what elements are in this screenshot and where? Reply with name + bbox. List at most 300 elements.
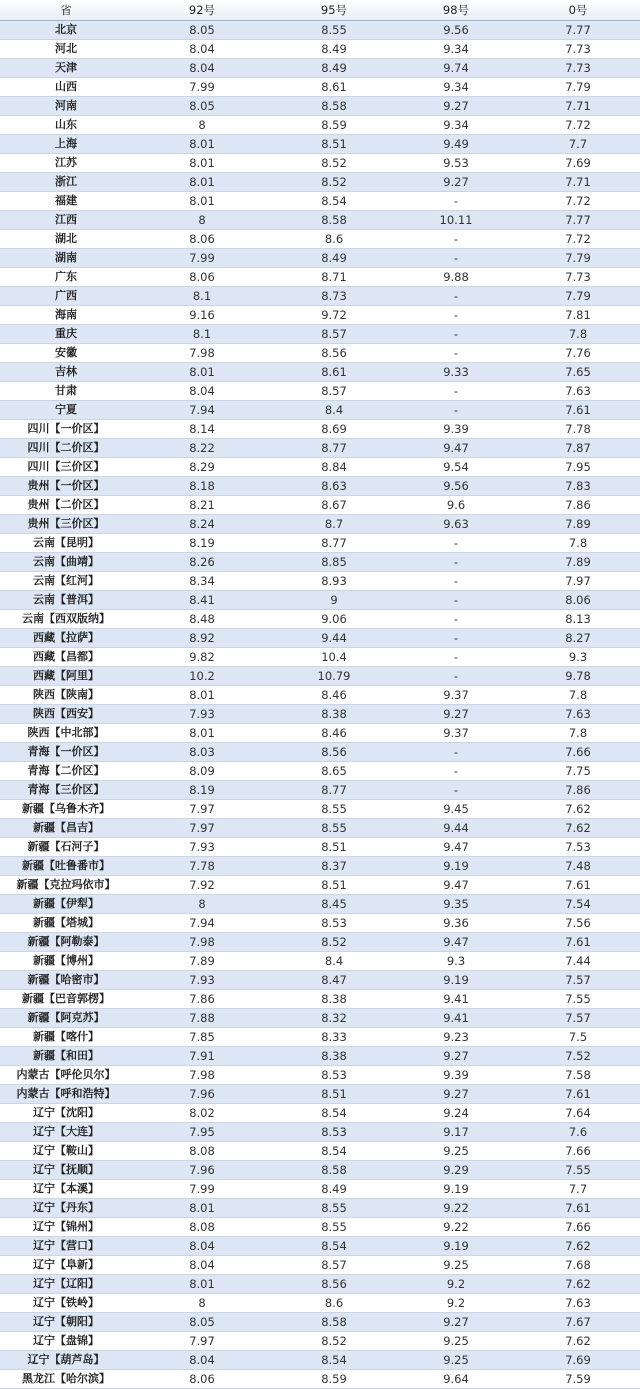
cell-95: 8.54 <box>272 1142 396 1161</box>
cell-95: 8.6 <box>272 230 396 249</box>
cell-95: 8.77 <box>272 439 396 458</box>
cell-province: 新疆【巴音郭楞】 <box>0 990 132 1009</box>
cell-98: - <box>396 591 516 610</box>
table-row <box>0 1123 640 1142</box>
table-row <box>0 724 640 743</box>
cell-98: 9.47 <box>396 933 516 952</box>
cell-0: 7.71 <box>516 173 640 192</box>
cell-95: 8.49 <box>272 1180 396 1199</box>
cell-98: 9.23 <box>396 1028 516 1047</box>
table-row <box>0 439 640 458</box>
cell-92: 7.78 <box>132 857 272 876</box>
cell-province: 新疆【博州】 <box>0 952 132 971</box>
cell-98: 9.41 <box>396 990 516 1009</box>
cell-0: 7.61 <box>516 876 640 895</box>
table-row <box>0 287 640 306</box>
cell-92: 7.98 <box>132 1066 272 1085</box>
cell-province: 湖北 <box>0 230 132 249</box>
cell-98: - <box>396 572 516 591</box>
cell-province: 甘肃 <box>0 382 132 401</box>
cell-0: 7.66 <box>516 743 640 762</box>
cell-95: 9.72 <box>272 306 396 325</box>
cell-92: 8.22 <box>132 439 272 458</box>
cell-98: 9.25 <box>396 1351 516 1370</box>
cell-92: 8.02 <box>132 1104 272 1123</box>
cell-98: - <box>396 325 516 344</box>
cell-98: 9.27 <box>396 1085 516 1104</box>
cell-98: - <box>396 610 516 629</box>
table-row <box>0 648 640 667</box>
cell-province: 陕西【中北部】 <box>0 724 132 743</box>
cell-0: 7.44 <box>516 952 640 971</box>
cell-95: 8.47 <box>272 971 396 990</box>
cell-0: 7.76 <box>516 344 640 363</box>
cell-95: 8.61 <box>272 363 396 382</box>
cell-92: 8.19 <box>132 781 272 800</box>
header-95: 95号 <box>272 0 396 21</box>
table-row <box>0 116 640 135</box>
cell-98: 9.47 <box>396 838 516 857</box>
cell-province: 辽宁【鞍山】 <box>0 1142 132 1161</box>
cell-95: 8.54 <box>272 1104 396 1123</box>
cell-92: 7.99 <box>132 249 272 268</box>
cell-95: 8.55 <box>272 1218 396 1237</box>
cell-0: 7.52 <box>516 1047 640 1066</box>
cell-province: 辽宁【阜新】 <box>0 1256 132 1275</box>
cell-95: 8.65 <box>272 762 396 781</box>
cell-province: 云南【西双版纳】 <box>0 610 132 629</box>
cell-0: 7.55 <box>516 1161 640 1180</box>
table-row <box>0 230 640 249</box>
cell-province: 天津 <box>0 59 132 78</box>
cell-98: - <box>396 667 516 686</box>
cell-0: 7.77 <box>516 21 640 40</box>
table-row <box>0 952 640 971</box>
cell-95: 8.56 <box>272 743 396 762</box>
cell-province: 贵州【三价区】 <box>0 515 132 534</box>
cell-92: 8.26 <box>132 553 272 572</box>
cell-98: 9.19 <box>396 971 516 990</box>
cell-95: 8.6 <box>272 1294 396 1313</box>
cell-95: 8.32 <box>272 1009 396 1028</box>
cell-92: 7.97 <box>132 819 272 838</box>
cell-province: 湖南 <box>0 249 132 268</box>
cell-province: 河北 <box>0 40 132 59</box>
cell-province: 西藏【拉萨】 <box>0 629 132 648</box>
cell-92: 8.06 <box>132 230 272 249</box>
cell-92: 8.48 <box>132 610 272 629</box>
cell-0: 7.62 <box>516 819 640 838</box>
cell-0: 7.62 <box>516 1275 640 1294</box>
cell-0: 7.67 <box>516 1313 640 1332</box>
table-row <box>0 21 640 40</box>
cell-province: 云南【普洱】 <box>0 591 132 610</box>
cell-province: 辽宁【锦州】 <box>0 1218 132 1237</box>
cell-province: 青海【二价区】 <box>0 762 132 781</box>
cell-98: 9.34 <box>396 40 516 59</box>
cell-92: 8.08 <box>132 1218 272 1237</box>
table-row <box>0 629 640 648</box>
cell-95: 8.67 <box>272 496 396 515</box>
cell-0: 7.81 <box>516 306 640 325</box>
cell-0: 7.73 <box>516 59 640 78</box>
cell-95: 8.46 <box>272 724 396 743</box>
cell-98: - <box>396 762 516 781</box>
cell-92: 8.24 <box>132 515 272 534</box>
cell-92: 8.01 <box>132 192 272 211</box>
table-row <box>0 857 640 876</box>
cell-92: 8 <box>132 211 272 230</box>
table-row <box>0 458 640 477</box>
cell-95: 8.54 <box>272 1237 396 1256</box>
cell-0: 7.78 <box>516 420 640 439</box>
cell-province: 新疆【阿克苏】 <box>0 1009 132 1028</box>
cell-92: 8.08 <box>132 1142 272 1161</box>
cell-98: 10.11 <box>396 211 516 230</box>
table-row <box>0 363 640 382</box>
cell-province: 陕西【陕南】 <box>0 686 132 705</box>
cell-province: 新疆【和田】 <box>0 1047 132 1066</box>
table-row <box>0 781 640 800</box>
header-92: 92号 <box>132 0 272 21</box>
cell-95: 8.33 <box>272 1028 396 1047</box>
cell-98: 9.44 <box>396 819 516 838</box>
cell-province: 新疆【吐鲁番市】 <box>0 857 132 876</box>
table-row <box>0 97 640 116</box>
cell-98: 9.41 <box>396 1009 516 1028</box>
cell-province: 广东 <box>0 268 132 287</box>
header-row <box>0 0 640 21</box>
cell-92: 8.01 <box>132 154 272 173</box>
cell-92: 8.01 <box>132 363 272 382</box>
cell-98: 9.25 <box>396 1142 516 1161</box>
cell-province: 内蒙古【呼伦贝尔】 <box>0 1066 132 1085</box>
cell-0: 7.53 <box>516 838 640 857</box>
cell-92: 7.94 <box>132 914 272 933</box>
table-row <box>0 1370 640 1389</box>
cell-0: 7.57 <box>516 971 640 990</box>
cell-95: 8.58 <box>272 97 396 116</box>
cell-92: 8.92 <box>132 629 272 648</box>
cell-province: 新疆【阿勒泰】 <box>0 933 132 952</box>
cell-92: 7.97 <box>132 1332 272 1351</box>
cell-province: 西藏【阿里】 <box>0 667 132 686</box>
cell-0: 9.78 <box>516 667 640 686</box>
cell-98: - <box>396 344 516 363</box>
cell-92: 8.06 <box>132 268 272 287</box>
cell-92: 9.16 <box>132 306 272 325</box>
cell-province: 辽宁【沈阳】 <box>0 1104 132 1123</box>
table-row <box>0 1199 640 1218</box>
cell-95: 9.06 <box>272 610 396 629</box>
cell-95: 8.54 <box>272 1351 396 1370</box>
table-row <box>0 249 640 268</box>
table-row <box>0 1294 640 1313</box>
cell-province: 四川【一价区】 <box>0 420 132 439</box>
cell-92: 8.18 <box>132 477 272 496</box>
cell-98: 9.27 <box>396 705 516 724</box>
cell-province: 新疆【昌吉】 <box>0 819 132 838</box>
cell-98: 9.2 <box>396 1294 516 1313</box>
cell-95: 8.53 <box>272 1066 396 1085</box>
cell-0: 7.72 <box>516 192 640 211</box>
cell-province: 宁夏 <box>0 401 132 420</box>
cell-98: 9.33 <box>396 363 516 382</box>
cell-0: 7.95 <box>516 458 640 477</box>
cell-92: 7.96 <box>132 1085 272 1104</box>
cell-95: 8.38 <box>272 990 396 1009</box>
table-row <box>0 1218 640 1237</box>
table-row <box>0 1313 640 1332</box>
cell-92: 7.98 <box>132 344 272 363</box>
cell-95: 8.52 <box>272 1332 396 1351</box>
cell-98: - <box>396 648 516 667</box>
table-row <box>0 743 640 762</box>
cell-92: 8.04 <box>132 1237 272 1256</box>
cell-92: 7.86 <box>132 990 272 1009</box>
cell-98: 9.74 <box>396 59 516 78</box>
cell-98: 9.88 <box>396 268 516 287</box>
cell-98: 9.56 <box>396 21 516 40</box>
cell-province: 陕西【西安】 <box>0 705 132 724</box>
cell-92: 8.34 <box>132 572 272 591</box>
cell-0: 7.56 <box>516 914 640 933</box>
cell-province: 新疆【克拉玛依市】 <box>0 876 132 895</box>
cell-95: 8.4 <box>272 401 396 420</box>
cell-95: 8.93 <box>272 572 396 591</box>
cell-95: 8.85 <box>272 553 396 572</box>
table-row <box>0 325 640 344</box>
cell-province: 内蒙古【呼和浩特】 <box>0 1085 132 1104</box>
table-row <box>0 1009 640 1028</box>
cell-province: 北京 <box>0 21 132 40</box>
table-row <box>0 762 640 781</box>
cell-0: 7.61 <box>516 401 640 420</box>
cell-province: 广西 <box>0 287 132 306</box>
cell-92: 7.88 <box>132 1009 272 1028</box>
cell-0: 7.89 <box>516 553 640 572</box>
cell-0: 8.13 <box>516 610 640 629</box>
cell-95: 8.55 <box>272 21 396 40</box>
cell-95: 8.54 <box>272 192 396 211</box>
cell-province: 上海 <box>0 135 132 154</box>
cell-95: 8.84 <box>272 458 396 477</box>
cell-province: 江苏 <box>0 154 132 173</box>
table-row <box>0 990 640 1009</box>
cell-province: 辽宁【辽阳】 <box>0 1275 132 1294</box>
cell-95: 8.77 <box>272 781 396 800</box>
table-row <box>0 211 640 230</box>
cell-95: 8.4 <box>272 952 396 971</box>
cell-0: 7.62 <box>516 800 640 819</box>
cell-98: 9.24 <box>396 1104 516 1123</box>
cell-province: 贵州【二价区】 <box>0 496 132 515</box>
cell-92: 8.03 <box>132 743 272 762</box>
cell-province: 贵州【一价区】 <box>0 477 132 496</box>
cell-98: - <box>396 534 516 553</box>
cell-95: 8.51 <box>272 838 396 857</box>
cell-province: 辽宁【丹东】 <box>0 1199 132 1218</box>
cell-0: 7.58 <box>516 1066 640 1085</box>
table-row <box>0 591 640 610</box>
cell-0: 7.61 <box>516 1199 640 1218</box>
cell-98: 9.6 <box>396 496 516 515</box>
cell-95: 10.79 <box>272 667 396 686</box>
cell-95: 8.51 <box>272 1085 396 1104</box>
cell-98: 9.34 <box>396 116 516 135</box>
cell-0: 7.69 <box>516 1351 640 1370</box>
cell-95: 8.57 <box>272 382 396 401</box>
cell-95: 8.57 <box>272 1256 396 1275</box>
table-row <box>0 135 640 154</box>
cell-92: 8.19 <box>132 534 272 553</box>
table-row <box>0 1256 640 1275</box>
table-row <box>0 1085 640 1104</box>
cell-province: 云南【曲靖】 <box>0 553 132 572</box>
cell-98: 9.19 <box>396 857 516 876</box>
cell-98: 9.29 <box>396 1161 516 1180</box>
cell-95: 8.52 <box>272 173 396 192</box>
cell-0: 7.55 <box>516 990 640 1009</box>
cell-98: - <box>396 401 516 420</box>
cell-95: 8.56 <box>272 344 396 363</box>
cell-95: 8.63 <box>272 477 396 496</box>
cell-province: 四川【二价区】 <box>0 439 132 458</box>
cell-province: 云南【昆明】 <box>0 534 132 553</box>
cell-95: 8.38 <box>272 705 396 724</box>
cell-98: 9.47 <box>396 876 516 895</box>
cell-0: 7.5 <box>516 1028 640 1047</box>
cell-98: 9.49 <box>396 135 516 154</box>
cell-98: 9.35 <box>396 895 516 914</box>
cell-92: 8.04 <box>132 59 272 78</box>
cell-92: 8.04 <box>132 1256 272 1275</box>
cell-98: 9.2 <box>396 1275 516 1294</box>
cell-province: 青海【三价区】 <box>0 781 132 800</box>
cell-95: 8.73 <box>272 287 396 306</box>
cell-0: 7.66 <box>516 1142 640 1161</box>
header-province: 省 <box>0 0 132 21</box>
table-row <box>0 1104 640 1123</box>
cell-0: 7.63 <box>516 382 640 401</box>
cell-98: 9.25 <box>396 1256 516 1275</box>
cell-98: 9.22 <box>396 1218 516 1237</box>
cell-0: 7.8 <box>516 724 640 743</box>
cell-98: 9.27 <box>396 1313 516 1332</box>
cell-0: 7.8 <box>516 534 640 553</box>
cell-95: 8.52 <box>272 933 396 952</box>
cell-95: 8.57 <box>272 325 396 344</box>
cell-0: 7.66 <box>516 1218 640 1237</box>
cell-0: 7.8 <box>516 686 640 705</box>
cell-0: 7.69 <box>516 154 640 173</box>
cell-92: 8.04 <box>132 382 272 401</box>
cell-0: 7.71 <box>516 97 640 116</box>
cell-0: 7.79 <box>516 249 640 268</box>
cell-95: 8.58 <box>272 1313 396 1332</box>
table-row <box>0 933 640 952</box>
cell-92: 8.09 <box>132 762 272 781</box>
cell-92: 8.01 <box>132 724 272 743</box>
cell-95: 8.51 <box>272 876 396 895</box>
cell-province: 浙江 <box>0 173 132 192</box>
table-row <box>0 496 640 515</box>
cell-95: 8.61 <box>272 78 396 97</box>
cell-0: 7.62 <box>516 1237 640 1256</box>
cell-98: - <box>396 382 516 401</box>
table-row <box>0 515 640 534</box>
cell-92: 8 <box>132 895 272 914</box>
cell-0: 7.72 <box>516 230 640 249</box>
cell-province: 吉林 <box>0 363 132 382</box>
cell-95: 8.45 <box>272 895 396 914</box>
cell-98: 9.53 <box>396 154 516 173</box>
cell-0: 7.63 <box>516 1294 640 1313</box>
cell-98: 9.22 <box>396 1199 516 1218</box>
cell-98: 9.56 <box>396 477 516 496</box>
cell-95: 8.52 <box>272 154 396 173</box>
table-row <box>0 572 640 591</box>
cell-98: 9.64 <box>396 1370 516 1389</box>
cell-98: - <box>396 287 516 306</box>
cell-98: 9.63 <box>396 515 516 534</box>
cell-98: - <box>396 306 516 325</box>
cell-98: 9.39 <box>396 420 516 439</box>
cell-province: 辽宁【抚顺】 <box>0 1161 132 1180</box>
cell-95: 10.4 <box>272 648 396 667</box>
cell-98: 9.3 <box>396 952 516 971</box>
cell-95: 8.71 <box>272 268 396 287</box>
cell-0: 7.8 <box>516 325 640 344</box>
cell-province: 河南 <box>0 97 132 116</box>
cell-92: 7.95 <box>132 1123 272 1142</box>
cell-0: 7.54 <box>516 895 640 914</box>
cell-province: 辽宁【大连】 <box>0 1123 132 1142</box>
header-98: 98号 <box>396 0 516 21</box>
cell-95: 8.53 <box>272 914 396 933</box>
cell-province: 海南 <box>0 306 132 325</box>
cell-95: 8.55 <box>272 1199 396 1218</box>
table-row <box>0 40 640 59</box>
table-row <box>0 1237 640 1256</box>
cell-95: 8.77 <box>272 534 396 553</box>
cell-98: - <box>396 743 516 762</box>
cell-province: 新疆【乌鲁木齐】 <box>0 800 132 819</box>
table-row <box>0 1351 640 1370</box>
cell-98: 9.54 <box>396 458 516 477</box>
cell-98: - <box>396 553 516 572</box>
cell-92: 8.29 <box>132 458 272 477</box>
cell-province: 新疆【塔城】 <box>0 914 132 933</box>
table-row <box>0 306 640 325</box>
cell-province: 新疆【伊犁】 <box>0 895 132 914</box>
table-row <box>0 838 640 857</box>
table-row <box>0 420 640 439</box>
cell-0: 7.79 <box>516 78 640 97</box>
table-row <box>0 1142 640 1161</box>
cell-98: 9.17 <box>396 1123 516 1142</box>
table-row <box>0 59 640 78</box>
cell-0: 7.57 <box>516 1009 640 1028</box>
cell-0: 8.06 <box>516 591 640 610</box>
cell-92: 8.04 <box>132 40 272 59</box>
cell-province: 西藏【昌都】 <box>0 648 132 667</box>
cell-province: 辽宁【铁岭】 <box>0 1294 132 1313</box>
table-row <box>0 1028 640 1047</box>
cell-province: 辽宁【盘锦】 <box>0 1332 132 1351</box>
cell-95: 8.53 <box>272 1123 396 1142</box>
cell-92: 7.93 <box>132 971 272 990</box>
